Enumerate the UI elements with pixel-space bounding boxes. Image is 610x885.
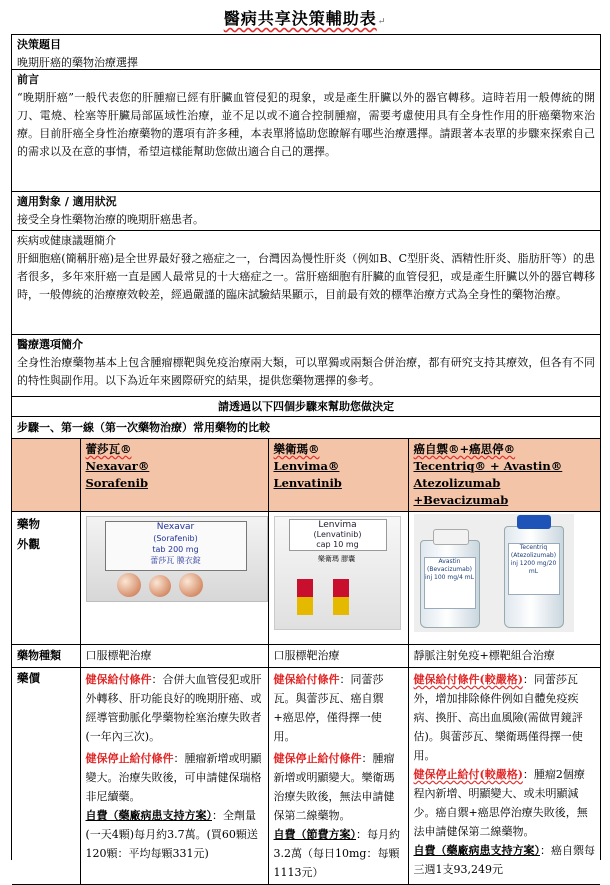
drug-name-cell-3 — [408, 439, 600, 512]
drug-1-self-pay — [86, 806, 263, 863]
drug-2-self-text: ：每月約3.2萬（每日10mg：每顆1113元） — [273, 828, 400, 879]
drug-3-type: 靜脈注射免疫+標靶組合治療 — [408, 645, 600, 668]
drug-1-name-zh: 蕾莎瓦® — [85, 442, 132, 456]
page-title: 醫病共享決策輔助表↵ — [223, 9, 387, 28]
appearance-label-text: 藥物外觀 — [17, 517, 40, 551]
drug-2-name-zh: 樂衛瑪® — [273, 442, 320, 456]
capsule-2 — [333, 579, 349, 615]
drug-1-self-label: 自費（藥廠病患支持方案） — [85, 809, 212, 822]
drug-2-self-label: 自費（節費方案） — [273, 828, 356, 841]
drug-3-cond2 — [414, 765, 596, 841]
drug-1-image-line-1: Nexavar — [156, 522, 195, 532]
appearance-label — [12, 512, 80, 645]
topic-text: 晚期肝癌的藥物治療選擇 — [17, 56, 138, 69]
drug-2-cond1 — [274, 670, 403, 746]
topic-heading: 決策題目 — [17, 38, 61, 51]
drug-2-image-line-3: cap 10 mg — [316, 540, 359, 549]
drug-1-image-cell — [80, 512, 268, 645]
tecentriq-vial — [504, 526, 564, 628]
avastin-vial — [420, 540, 480, 628]
drug-3-cond1 — [414, 670, 596, 765]
step1-heading: 步驟一、第一線（第一次藥物治療）常用藥物的比較 — [12, 417, 600, 439]
drug-price-row — [12, 668, 600, 885]
drug-1-brand: Nexavar® — [85, 459, 150, 473]
drug-2-image-cell — [268, 512, 408, 645]
atezolizumab-bevacizumab-vial-photo — [414, 514, 596, 632]
tablet-1 — [117, 573, 141, 597]
drug-2-cond1-text: ：同蕾莎瓦。與蕾莎瓦、癌自禦+癌思停，僅得擇一使用。 — [273, 673, 384, 743]
drug-1-image-line-3: tab 200 mg — [152, 545, 199, 554]
drug-2-cond2 — [274, 749, 403, 825]
drug-name-cell-2 — [268, 439, 408, 512]
drug-3-image-cell — [408, 512, 600, 645]
target-text: 接受全身性藥物治療的晚期肝癌患者。 — [17, 213, 204, 226]
options-heading: 醫療選項簡介 — [17, 338, 83, 351]
decision-aid-sheet — [11, 34, 601, 879]
tablet-3 — [179, 573, 203, 597]
drug-1-image-line-2: (Sorafenib) — [153, 534, 198, 543]
drug-type-row — [12, 645, 600, 668]
tecentriq-label: Tecentriq (Atezolizumab) inj 1200 mg/20 mL — [508, 543, 560, 595]
lenvatinib-capsule-photo — [274, 514, 403, 632]
drug-3-cond1-text: ：同蕾莎瓦外，增加排除條件例如自體免疫疾病、換肝、高出血風險(需做胃鏡評估)。與蕾莎瓦、樂衛瑪僅得擇一使用。 — [413, 673, 583, 762]
drug-3-price-cell — [408, 668, 600, 885]
page-title-text: 醫病共享決策輔助表 — [223, 9, 377, 28]
drug-name-cell-1 — [80, 439, 268, 512]
drug-1-image-line-4: 蕾莎瓦 膜衣錠 — [150, 556, 201, 565]
drug-2-price-cell — [268, 668, 408, 885]
disease-text: 肝細胞癌(簡稱肝癌)是全世界最好發之癌症之一，台灣因為慢性肝炎（例如B、C型肝炎、酒精性肝炎、脂肪肝等）的患者很多，多年來肝癌一直是國人最常見的十大癌症之一。當肝癌細胞有肝臟的血管侵犯，或是產生肝臟以外的器官轉移時，一般傳統的治療療效較差，經過嚴謹的臨床試驗結果顯示，目前最有效的標準治療方式為全身性的藥物治療。 — [17, 252, 595, 301]
disease-section — [12, 231, 600, 335]
topic-section — [12, 35, 600, 70]
drug-2-brand: Lenvima® — [273, 459, 340, 473]
drug-2-self-pay — [274, 825, 403, 882]
drug-3-cond2-text: ：腫瘤2個療程內新增、明顯變大、或未明顯減少。癌自禦+癌思停治療失敗後，無法申請健保第二線藥物。 — [413, 768, 588, 838]
avastin-label: Avastin (Bevacizumab) inj 100 mg/4 mL — [424, 557, 476, 609]
drug-2-image-line-4: 樂衛瑪 膠囊 — [317, 555, 356, 563]
target-section — [12, 192, 600, 231]
drug-2-type: 口服標靶治療 — [268, 645, 408, 668]
drug-2-image-line-2: (Lenvatinib) — [313, 530, 362, 539]
drug-3-self-pay — [414, 841, 596, 879]
drug-1-cond1-text: ：合併大血管侵犯或肝外轉移、肝功能良好的晚期肝癌、或經導管動脈化學藥物栓塞治療失敗者(一年內三次)。 — [85, 673, 262, 743]
drug-1-cond1-label: 健保給付條件 — [85, 673, 152, 686]
instruction-banner: 請透過以下四個步驟來幫助您做決定 — [12, 397, 600, 417]
drug-1-type: 口服標靶治療 — [80, 645, 268, 668]
drug-2-cond1-label: 健保給付條件 — [273, 673, 340, 686]
drug-3-name-zh: 癌自禦®+癌思停® — [413, 442, 516, 456]
sorafenib-tablet-photo — [86, 514, 263, 632]
drug-2-cond2-text: ：腫瘤新增或明顯變大。樂衛瑪治療失敗後，無法申請健保第二線藥物。 — [273, 752, 395, 822]
price-label: 藥價 — [12, 668, 80, 885]
drug-3-cond1-label: 健保給付條件(較嚴格) — [413, 673, 523, 686]
drug-name-row — [12, 439, 600, 512]
options-section — [12, 335, 600, 397]
drug-comparison-table — [12, 439, 600, 885]
drug-3-self-label: 自費（藥廠病患支持方案） — [413, 844, 540, 857]
preface-heading: 前言 — [17, 73, 39, 86]
drug-image-row — [12, 512, 600, 645]
type-label: 藥物種類 — [12, 645, 80, 668]
options-text: 全身性治療藥物基本上包含腫瘤標靶與免疫治療兩大類，可以單獨或兩類合併治療，都有研究支持其療效，但各有不同的特性與副作用。以下為近年來國際研究的結果，提供您藥物選擇的參考。 — [17, 356, 595, 387]
drug-1-price-cell — [80, 668, 268, 885]
preface-text: “晚期肝癌”一般代表您的肝腫瘤已經有肝臟血管侵犯的現象，或是產生肝臟以外的器官轉移。這時若用一般傳統的開刀、電燒、栓塞等肝臟局部區域性治療，並不足以或不適合控制腫瘤，需要考慮使用具有全身性作用的肝癌藥物來治療。目前肝癌全身性治療藥物的選項有許多種，本表單將協助您瞭解有哪些治療選擇。請跟著本表單的步驟來探索自己的需求以及在意的事情，希望這樣能幫助您做出適合自己的選擇。 — [17, 91, 595, 158]
drug-3-self-text: ：癌自禦每三週1支93,249元 — [413, 844, 595, 876]
drug-1-generic: Sorafenib — [85, 476, 149, 490]
drug-1-self-text: ：全劑量(一天4顆)每月約3.7萬。(買60顆送120顆：平均每顆331元) — [85, 809, 258, 860]
drug-2-image-line-1: Lenvima — [318, 520, 357, 530]
drug-3-brand: Tecentriq® + Avastin® — [413, 459, 563, 473]
drug-1-cond2-label: 健保停止給付條件 — [85, 752, 174, 765]
disease-heading: 疾病或健康議題簡介 — [17, 234, 116, 247]
drug-3-generic: Atezolizumab +Bevacizumab — [413, 476, 509, 507]
drug-1-cond2 — [86, 749, 263, 806]
preface-section — [12, 70, 600, 192]
target-heading: 適用對象 / 適用狀況 — [17, 195, 117, 208]
drug-1-cond1 — [86, 670, 263, 746]
tablet-2 — [149, 575, 171, 597]
drug-3-cond2-label: 健保停止給付(較嚴格) — [413, 768, 523, 781]
blank-header-cell — [12, 439, 80, 512]
drug-1-cond2-text: ：腫瘤新增或明顯變大。治療失敗後，可申請健保瑞格非尼續藥。 — [85, 752, 262, 803]
drug-2-cond2-label: 健保停止給付條件 — [273, 752, 362, 765]
capsule-1 — [297, 579, 313, 615]
drug-2-generic: Lenvatinib — [273, 476, 342, 490]
